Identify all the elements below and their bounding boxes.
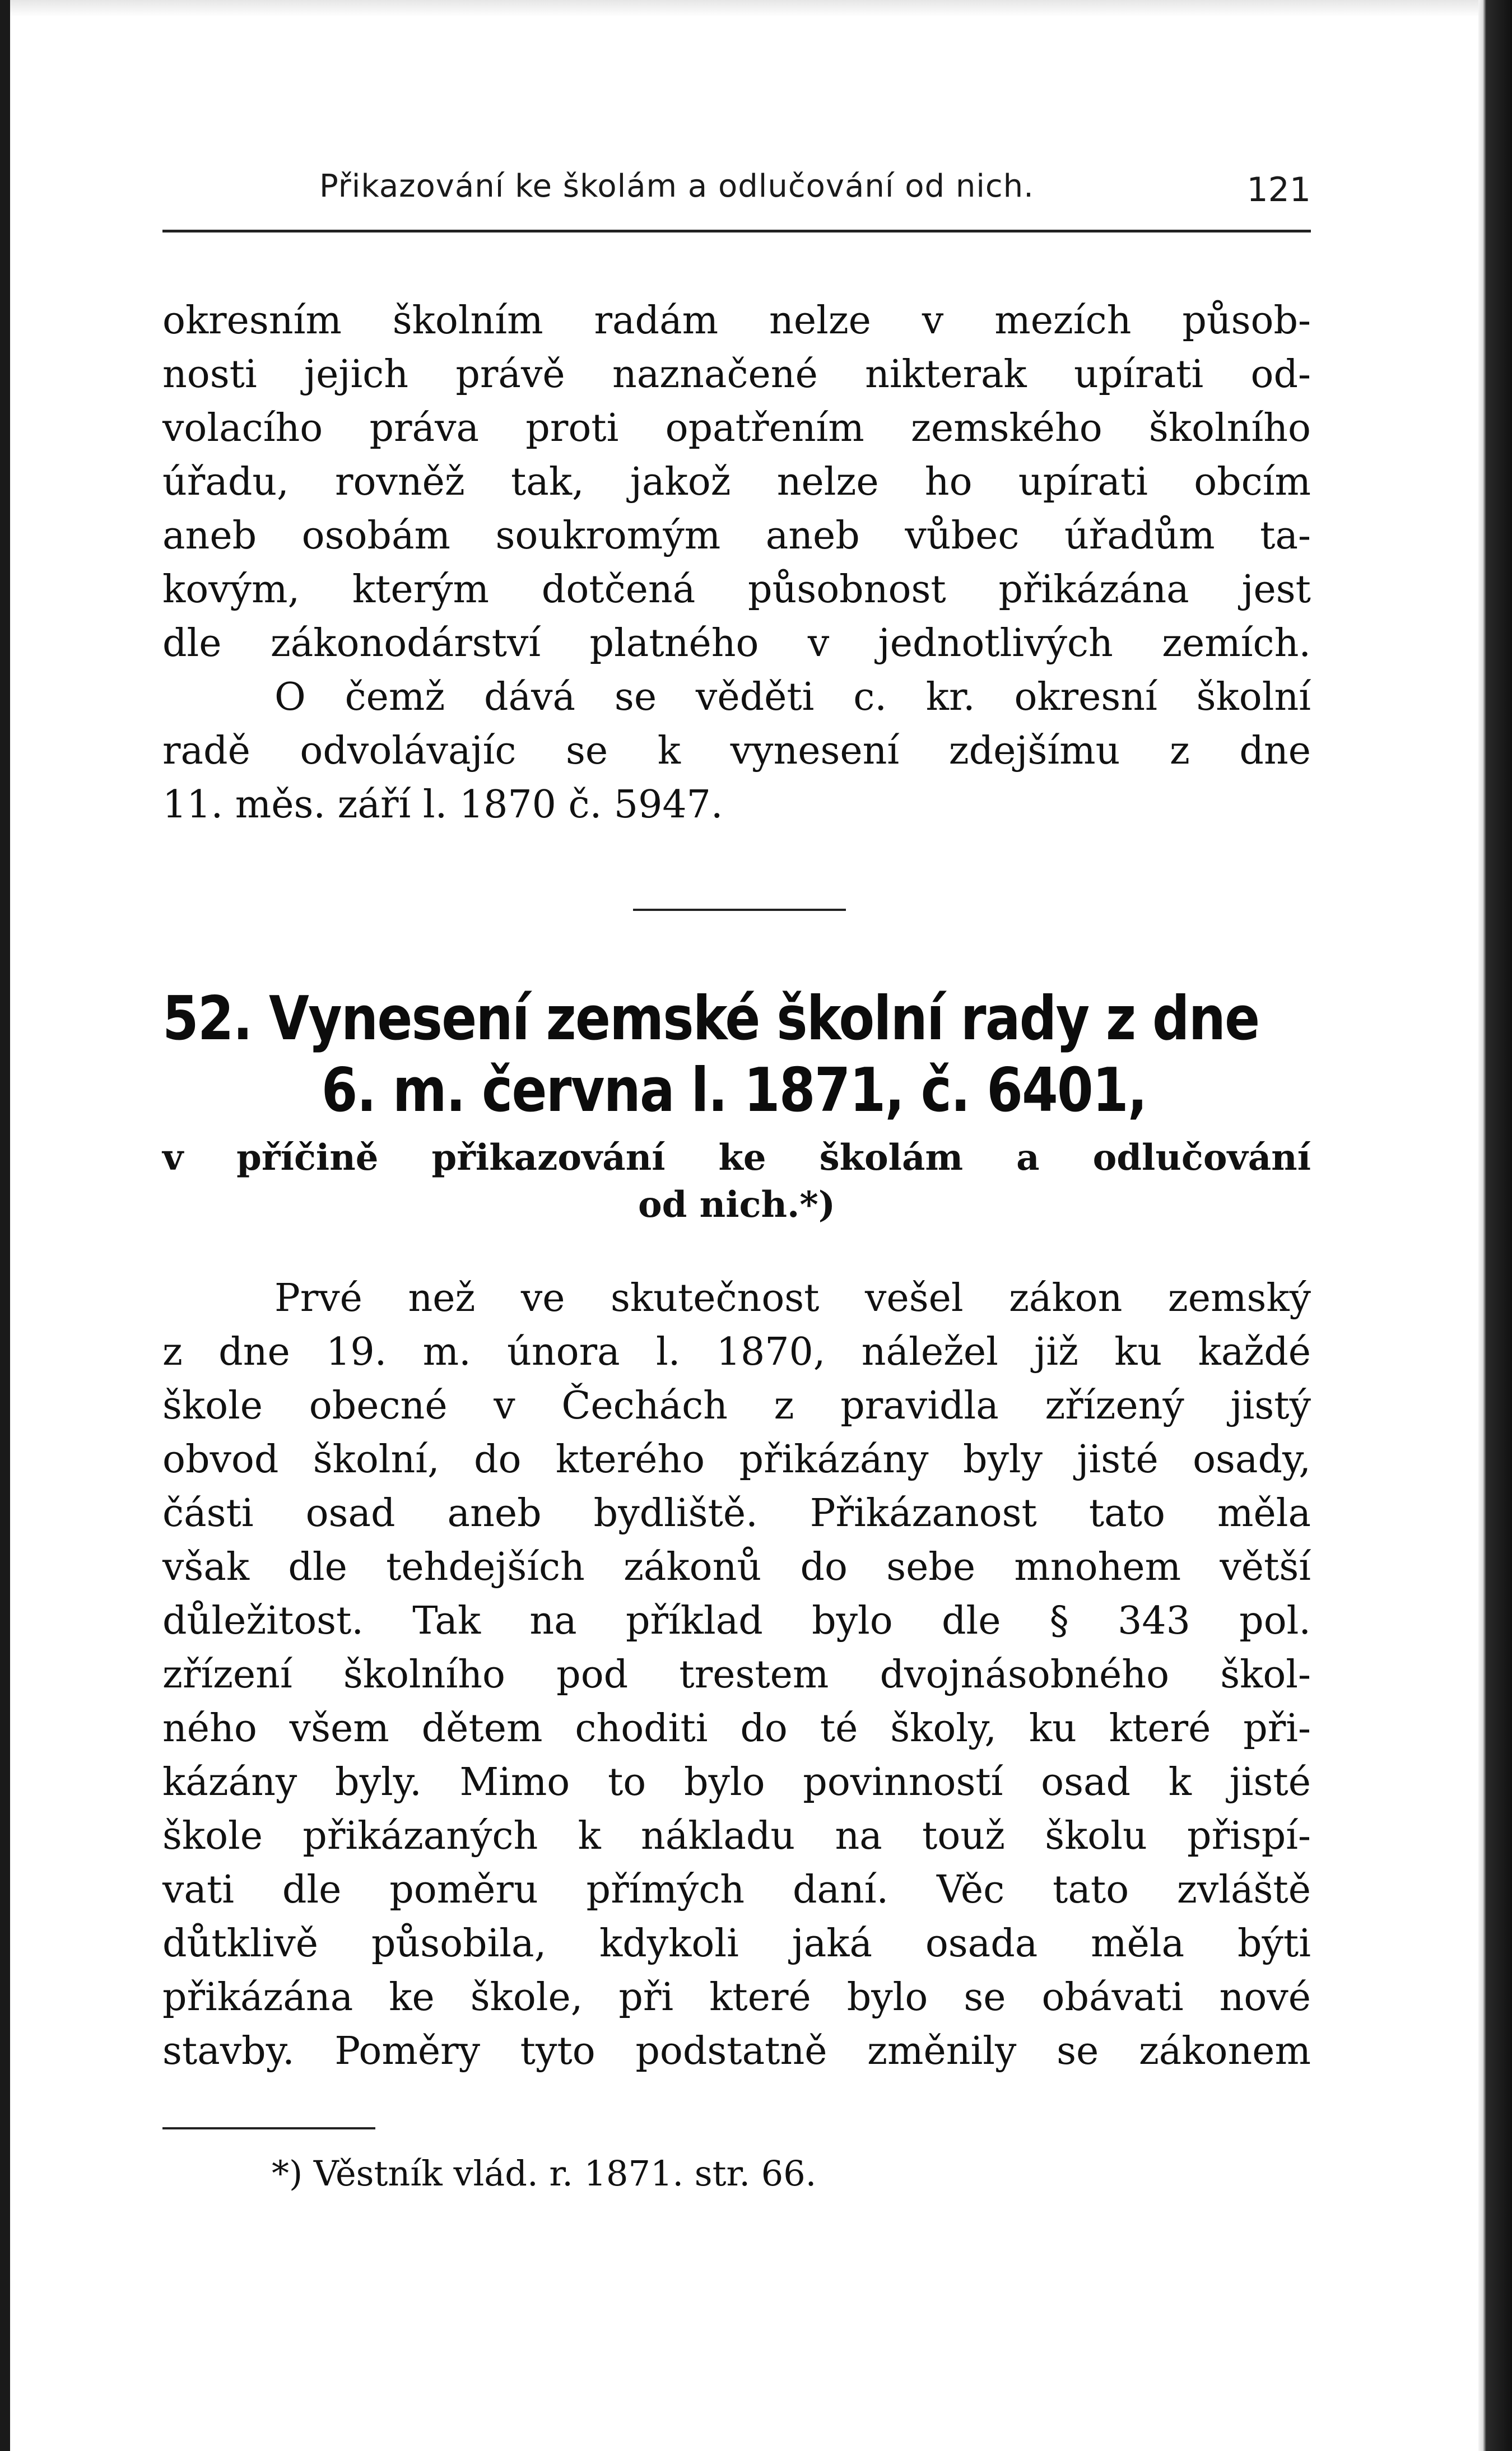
- text-line: důležitost. Tak na příklad bylo dle § 343 pol.: [162, 1599, 1311, 1643]
- text-line: aneb osobám soukromým aneb vůbec úřadům ta-: [162, 514, 1311, 558]
- text-line: zřízení školního pod trestem dvojnásobného škol-: [162, 1653, 1311, 1697]
- section-divider: [633, 909, 846, 911]
- text-line: škole obecné v Čechách z pravidla zřízený jistý: [162, 1384, 1311, 1428]
- page-number: 121: [1246, 170, 1311, 210]
- text-line: nosti jejich právě naznačené nikterak upírati od-: [162, 352, 1311, 397]
- text-line: obvod školní, do kterého přikázány byly jisté osady,: [162, 1438, 1311, 1482]
- text-line: z dne 19. m. února l. 1870, náležel již ku každé: [162, 1330, 1311, 1374]
- subtitle-line: v příčině přikazování ke školám a odlučování: [162, 1137, 1311, 1179]
- text-line: O čemž dává se věděti c. kr. okresní školní: [275, 675, 1311, 719]
- book-page: [162, 0, 1311, 2451]
- footnote: *) Věstník vlád. r. 1871. str. 66.: [272, 2153, 817, 2194]
- text-line: 11. měs. září l. 1870 č. 5947.: [162, 783, 723, 827]
- text-line: okresním školním radám nelze v mezích působ-: [162, 299, 1311, 343]
- text-line: radě odvolávajíc se k vynesení zdejšímu z dne: [162, 729, 1311, 773]
- text-line: však dle tehdejších zákonů do sebe mnohem větší: [162, 1545, 1311, 1589]
- footnote-rule: [162, 2127, 375, 2129]
- scan-edge-left: [0, 0, 10, 2451]
- text-line: důtklivě působila, kdykoli jaká osada měla býti: [162, 1922, 1311, 1966]
- section-subtitle: [162, 1134, 1311, 1229]
- text-line: vati dle poměru přímých daní. Věc tato zvláště: [162, 1868, 1311, 1912]
- paragraph-1: [162, 294, 1311, 832]
- text-line: části osad aneb bydliště. Přikázanost tato měla: [162, 1491, 1311, 1536]
- scan-edge-right: [1478, 0, 1512, 2451]
- header-rule: [162, 230, 1311, 232]
- text-line: stavby. Poměry tyto podstatně změnily se zákonem: [162, 2029, 1311, 2073]
- running-head: [162, 168, 1311, 213]
- text-line: dle zákonodárství platného v jednotlivých zemích.: [162, 621, 1311, 666]
- text-line: Prvé než ve skutečnost vešel zákon zemský: [275, 1276, 1311, 1320]
- text-line: přikázána ke škole, při které bylo se obávati nové: [162, 1975, 1311, 2020]
- heading-line: 52. Vynesení zemské školní rady z dne: [162, 984, 1259, 1054]
- paragraph-2: [162, 1272, 1311, 2078]
- text-line: kovým, kterým dotčená působnost přikázána jest: [162, 568, 1311, 612]
- section-heading: [162, 983, 1311, 1127]
- text-line: ného všem dětem choditi do té školy, ku které při-: [162, 1706, 1311, 1751]
- heading-line: 6. m. června l. 1871, č. 6401,: [321, 1055, 1147, 1125]
- running-title: Přikazování ke školám a odlučování od nich.: [319, 168, 1034, 204]
- text-line: škole přikázaných k nákladu na touž školu přispí-: [162, 1814, 1311, 1858]
- subtitle-line: od nich.*): [638, 1184, 836, 1226]
- text-line: kázány byly. Mimo to bylo povinností osad k jisté: [162, 1760, 1311, 1804]
- text-line: úřadu, rovněž tak, jakož nelze ho upírati obcím: [162, 460, 1311, 504]
- text-line: volacího práva proti opatřením zemského školního: [162, 406, 1311, 450]
